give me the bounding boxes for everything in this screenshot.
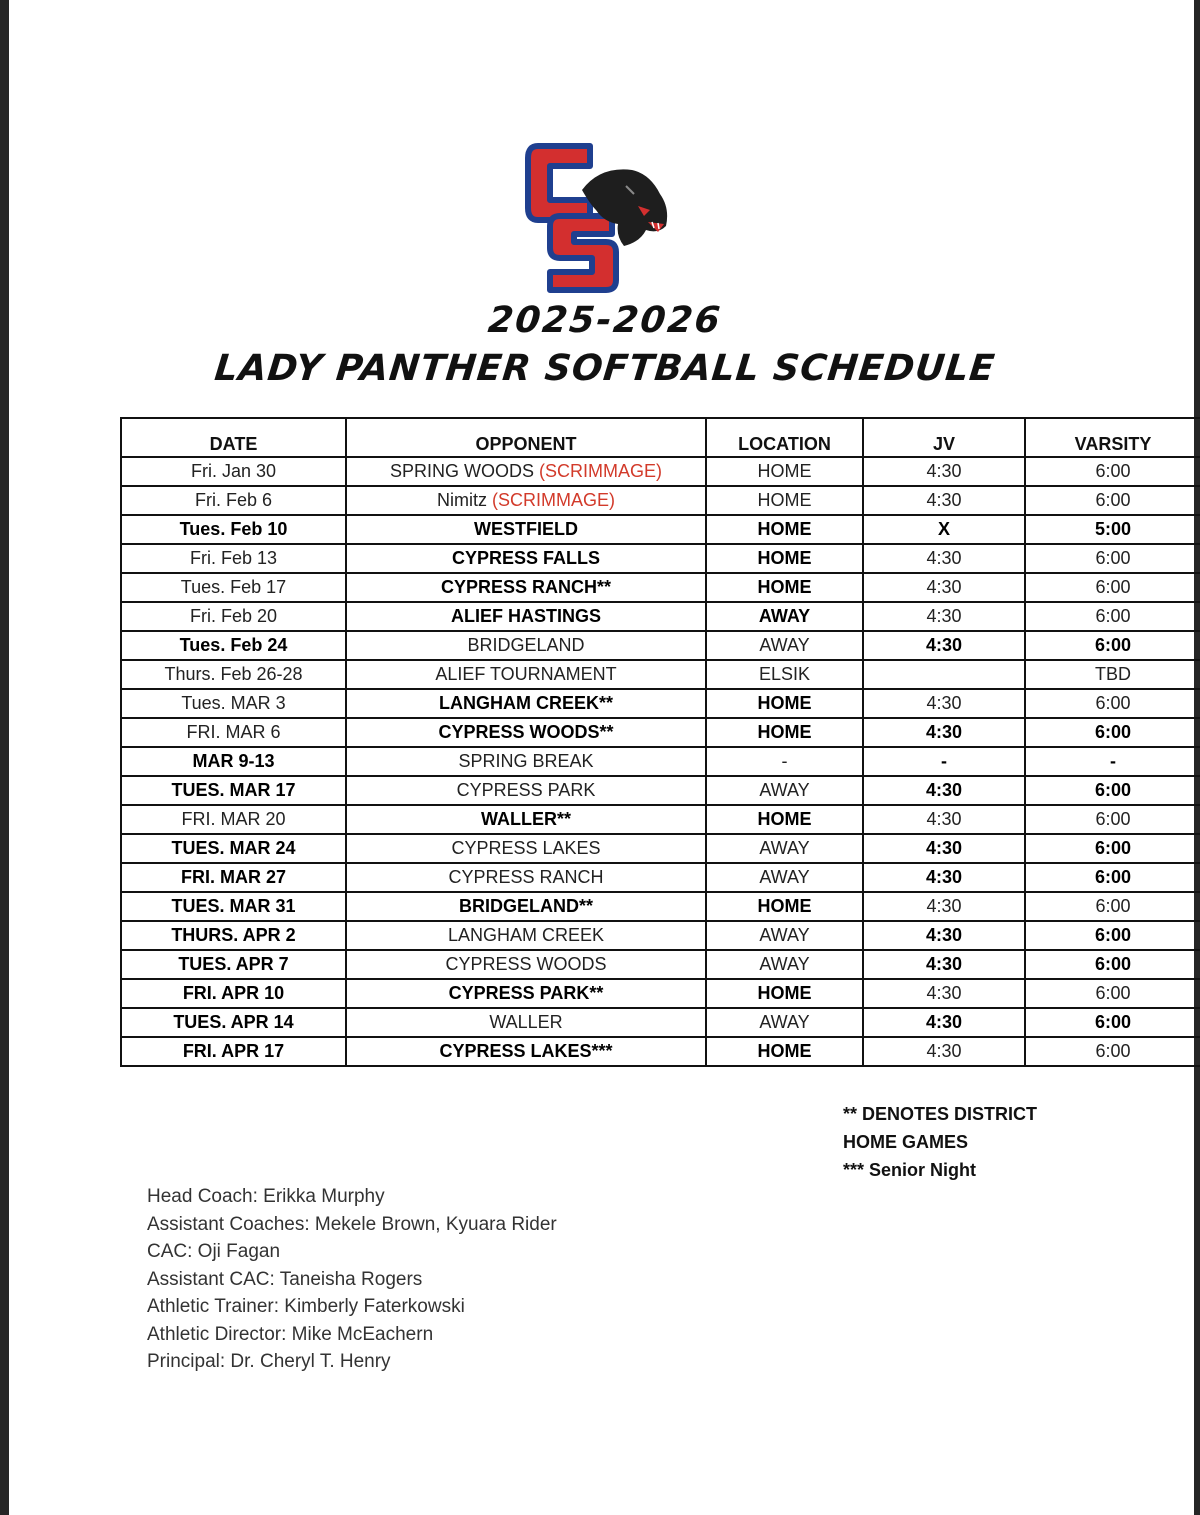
cell-varsity-text: 6:00 bbox=[1095, 693, 1131, 713]
staff-item: Head Coach: Erikka Murphy bbox=[147, 1186, 385, 1207]
cell-jv bbox=[863, 602, 1025, 631]
cell-jv-text: 4:30 bbox=[926, 809, 962, 829]
cell-varsity bbox=[1025, 979, 1200, 1008]
cell-location bbox=[706, 689, 863, 718]
cell-location bbox=[706, 892, 863, 921]
cell-jv bbox=[863, 573, 1025, 602]
schedule-table bbox=[120, 417, 1200, 1067]
cell-location-text: - bbox=[781, 751, 788, 771]
cell-jv-text: 4:30 bbox=[925, 722, 963, 742]
cell-date-text: Tues. Feb 10 bbox=[179, 519, 288, 539]
cell-location-text: HOME bbox=[757, 577, 812, 597]
scrimmage-note: (SCRIMMAGE) bbox=[492, 490, 615, 510]
cell-varsity bbox=[1025, 747, 1200, 776]
cell-varsity bbox=[1025, 776, 1200, 805]
cell-opponent-text: CYPRESS RANCH** bbox=[440, 577, 612, 597]
cell-jv bbox=[863, 863, 1025, 892]
cell-location-text: HOME bbox=[757, 548, 812, 568]
schedule-body bbox=[121, 457, 1200, 1066]
cell-date-text: FRI. APR 17 bbox=[182, 1041, 285, 1061]
cell-date-text: Tues. Feb 17 bbox=[180, 577, 287, 597]
cell-jv bbox=[863, 950, 1025, 979]
cell-jv-text: 4:30 bbox=[925, 1012, 963, 1032]
cell-opponent bbox=[346, 515, 706, 544]
cell-location bbox=[706, 863, 863, 892]
cell-date bbox=[121, 805, 346, 834]
cell-date bbox=[121, 747, 346, 776]
cell-location bbox=[706, 921, 863, 950]
cell-location bbox=[706, 1008, 863, 1037]
cell-opponent-text: ALIEF TOURNAMENT bbox=[435, 664, 617, 684]
cell-varsity-text: 6:00 bbox=[1095, 896, 1131, 916]
cell-varsity bbox=[1025, 457, 1200, 486]
cell-date-text: TUES. MAR 24 bbox=[171, 838, 296, 858]
cell-date bbox=[121, 544, 346, 573]
cell-jv bbox=[863, 689, 1025, 718]
cell-varsity-text: 6:00 bbox=[1094, 925, 1132, 945]
cell-opponent-text: BRIDGELAND** bbox=[458, 896, 593, 916]
cell-location-text: HOME bbox=[757, 1041, 812, 1061]
cell-jv-text: 4:30 bbox=[926, 490, 962, 510]
cell-opponent bbox=[346, 747, 706, 776]
cell-jv-text: 4:30 bbox=[926, 461, 962, 481]
cell-date-text: Fri. Feb 20 bbox=[189, 606, 278, 626]
cell-jv-text: 4:30 bbox=[926, 693, 962, 713]
cell-date bbox=[121, 834, 346, 863]
cell-opponent bbox=[346, 573, 706, 602]
cell-varsity bbox=[1025, 544, 1200, 573]
cell-varsity-text: 6:00 bbox=[1095, 606, 1131, 626]
cell-opponent bbox=[346, 1037, 706, 1066]
cell-varsity-text: 6:00 bbox=[1095, 548, 1131, 568]
cell-opponent bbox=[346, 602, 706, 631]
cell-opponent-text: WALLER** bbox=[481, 809, 571, 829]
staff-item: CAC: Oji Fagan bbox=[147, 1241, 281, 1262]
cell-varsity-text: 6:00 bbox=[1094, 722, 1132, 742]
cell-date bbox=[121, 921, 346, 950]
table-row bbox=[121, 631, 1200, 660]
cell-jv-text: 4:30 bbox=[926, 896, 962, 916]
cell-jv-text: 4:30 bbox=[926, 1041, 962, 1061]
cell-varsity-text: 6:00 bbox=[1095, 461, 1131, 481]
cell-opponent-text: CYPRESS WOODS** bbox=[438, 722, 614, 742]
cell-jv bbox=[863, 921, 1025, 950]
cell-opponent bbox=[346, 718, 706, 747]
cell-jv-text: 4:30 bbox=[925, 838, 963, 858]
table-row bbox=[121, 1037, 1200, 1066]
cell-date bbox=[121, 515, 346, 544]
table-row bbox=[121, 805, 1200, 834]
cell-date bbox=[121, 979, 346, 1008]
cell-varsity bbox=[1025, 950, 1200, 979]
cell-varsity-text: 6:00 bbox=[1094, 867, 1132, 887]
cell-opponent-text: SPRING WOODS bbox=[389, 461, 534, 481]
cs-panther-logo bbox=[520, 138, 680, 298]
cell-varsity-text: - bbox=[1110, 751, 1116, 771]
cell-jv bbox=[863, 515, 1025, 544]
cell-date-text: FRI. MAR 20 bbox=[181, 809, 286, 829]
cell-location-text: ELSIK bbox=[758, 664, 811, 684]
cell-date bbox=[121, 457, 346, 486]
scrimmage-note: (SCRIMMAGE) bbox=[539, 461, 663, 481]
cell-date-text: TUES. MAR 17 bbox=[171, 780, 296, 800]
cell-location-text: AWAY bbox=[759, 954, 810, 974]
table-row bbox=[121, 602, 1200, 631]
cell-location bbox=[706, 1037, 863, 1066]
cell-date bbox=[121, 486, 346, 515]
legend-senior-night: *** Senior Night bbox=[843, 1160, 977, 1180]
cell-date-text: Tues. MAR 3 bbox=[181, 693, 286, 713]
staff-item: Athletic Trainer: Kimberly Faterkowski bbox=[147, 1296, 465, 1317]
cell-location-text: HOME bbox=[757, 490, 812, 510]
staff-list bbox=[147, 1183, 557, 1376]
cell-date bbox=[121, 1037, 346, 1066]
cell-varsity bbox=[1025, 892, 1200, 921]
cell-date bbox=[121, 573, 346, 602]
cell-varsity-text: 6:00 bbox=[1094, 954, 1132, 974]
staff-item: Assistant CAC: Taneisha Rogers bbox=[147, 1268, 423, 1290]
cell-date-text: THURS. APR 2 bbox=[171, 925, 296, 945]
cell-jv-text: 4:30 bbox=[925, 925, 963, 945]
cell-jv bbox=[863, 805, 1025, 834]
cell-date bbox=[121, 602, 346, 631]
cell-jv bbox=[863, 892, 1025, 921]
staff-item: Principal: Dr. Cheryl T. Henry bbox=[147, 1351, 391, 1372]
cell-date-text: FRI. APR 10 bbox=[182, 983, 285, 1003]
cell-location bbox=[706, 747, 863, 776]
table-row bbox=[121, 892, 1200, 921]
cell-jv-text: 4:30 bbox=[926, 983, 962, 1003]
cell-location-text: HOME bbox=[757, 722, 812, 742]
cell-varsity bbox=[1025, 1008, 1200, 1037]
cell-opponent-text: CYPRESS RANCH bbox=[448, 867, 604, 887]
cell-location-text: AWAY bbox=[759, 780, 810, 800]
cell-opponent-text: LANGHAM CREEK bbox=[447, 925, 605, 945]
cell-opponent-text: LANGHAM CREEK** bbox=[438, 693, 613, 713]
cell-jv-text: 4:30 bbox=[925, 867, 963, 887]
table-row bbox=[121, 486, 1200, 515]
column-header-location: LOCATION bbox=[706, 418, 863, 457]
cell-location-text: HOME bbox=[757, 809, 812, 829]
cell-opponent bbox=[346, 457, 706, 486]
cell-varsity bbox=[1025, 834, 1200, 863]
cell-date bbox=[121, 660, 346, 689]
cell-jv bbox=[863, 776, 1025, 805]
cell-date-text: TUES. APR 14 bbox=[173, 1012, 294, 1032]
cell-opponent bbox=[346, 689, 706, 718]
cell-jv-text: 4:30 bbox=[925, 635, 963, 655]
cell-varsity-text: 6:00 bbox=[1095, 490, 1131, 510]
cell-opponent bbox=[346, 544, 706, 573]
cell-date bbox=[121, 776, 346, 805]
cell-date bbox=[121, 631, 346, 660]
cell-varsity-text: 6:00 bbox=[1095, 577, 1131, 597]
cell-location-text: AWAY bbox=[758, 606, 811, 626]
table-row bbox=[121, 747, 1200, 776]
cell-opponent bbox=[346, 979, 706, 1008]
cell-opponent bbox=[346, 776, 706, 805]
cell-jv-text: 4:30 bbox=[925, 954, 963, 974]
season-title: 2025-2026 bbox=[486, 300, 724, 341]
cell-jv bbox=[863, 1008, 1025, 1037]
cell-location bbox=[706, 602, 863, 631]
cell-jv-text: 4:30 bbox=[926, 577, 962, 597]
cell-jv bbox=[863, 1037, 1025, 1066]
left-border bbox=[0, 0, 9, 1515]
cell-location bbox=[706, 834, 863, 863]
cell-location bbox=[706, 457, 863, 486]
cell-opponent-text: WESTFIELD bbox=[474, 519, 578, 539]
cell-opponent-text: BRIDGELAND bbox=[467, 635, 585, 655]
cell-location-text: HOME bbox=[757, 461, 812, 481]
cell-location-text: AWAY bbox=[759, 635, 810, 655]
cell-varsity bbox=[1025, 602, 1200, 631]
cell-location bbox=[706, 979, 863, 1008]
cell-opponent bbox=[346, 921, 706, 950]
cell-opponent-text: WALLER bbox=[489, 1012, 563, 1032]
table-row bbox=[121, 457, 1200, 486]
cell-opponent bbox=[346, 863, 706, 892]
cell-opponent bbox=[346, 1008, 706, 1037]
cell-opponent bbox=[346, 486, 706, 515]
page-title: LADY PANTHER SOFTBALL SCHEDULE bbox=[212, 348, 998, 389]
cell-opponent bbox=[346, 892, 706, 921]
table-row bbox=[121, 863, 1200, 892]
cell-varsity-text: TBD bbox=[1095, 664, 1131, 684]
table-row bbox=[121, 515, 1200, 544]
cell-location bbox=[706, 544, 863, 573]
cell-location bbox=[706, 631, 863, 660]
table-row bbox=[121, 1008, 1200, 1037]
legend bbox=[843, 1100, 1037, 1184]
cell-location-text: HOME bbox=[757, 983, 812, 1003]
cell-location bbox=[706, 486, 863, 515]
table-row bbox=[121, 950, 1200, 979]
cell-jv-text: - bbox=[941, 751, 947, 771]
cell-varsity-text: 6:00 bbox=[1095, 983, 1131, 1003]
table-row bbox=[121, 718, 1200, 747]
cell-varsity-text: 6:00 bbox=[1094, 780, 1132, 800]
cell-date-text: FRI. MAR 6 bbox=[186, 722, 281, 742]
cell-opponent bbox=[346, 805, 706, 834]
cell-location bbox=[706, 573, 863, 602]
cell-opponent-text: CYPRESS PARK bbox=[456, 780, 596, 800]
column-header-opponent: OPPONENT bbox=[346, 418, 706, 457]
legend-district: ** DENOTES DISTRICT bbox=[843, 1104, 1038, 1124]
cell-date-text: TUES. MAR 31 bbox=[171, 896, 296, 916]
logo-c-letter bbox=[528, 146, 590, 220]
cell-date bbox=[121, 892, 346, 921]
cell-jv-text: X bbox=[937, 519, 950, 539]
cell-jv bbox=[863, 486, 1025, 515]
cell-location bbox=[706, 805, 863, 834]
cell-jv bbox=[863, 631, 1025, 660]
cell-date-text: Tues. Feb 24 bbox=[179, 635, 288, 655]
cell-jv bbox=[863, 718, 1025, 747]
table-row bbox=[121, 573, 1200, 602]
cell-varsity bbox=[1025, 631, 1200, 660]
table-row bbox=[121, 834, 1200, 863]
cell-varsity bbox=[1025, 921, 1200, 950]
cell-date-text: Fri. Feb 6 bbox=[194, 490, 273, 510]
cell-date-text: Fri. Jan 30 bbox=[190, 461, 277, 481]
cell-jv bbox=[863, 747, 1025, 776]
cell-varsity-text: 6:00 bbox=[1094, 838, 1132, 858]
cell-varsity bbox=[1025, 689, 1200, 718]
logo-s-letter bbox=[550, 216, 616, 290]
cell-jv bbox=[863, 457, 1025, 486]
column-header-jv: JV bbox=[863, 418, 1025, 457]
staff-item: Assistant Coaches: Mekele Brown, Kyuara Rider bbox=[147, 1213, 557, 1235]
cell-opponent bbox=[346, 631, 706, 660]
legend-home-games: HOME GAMES bbox=[843, 1132, 969, 1152]
staff-item: Athletic Director: Mike McEachern bbox=[147, 1323, 434, 1345]
cell-opponent-text: SPRING BREAK bbox=[458, 751, 594, 771]
cell-varsity bbox=[1025, 1037, 1200, 1066]
cell-jv bbox=[863, 834, 1025, 863]
cell-jv bbox=[863, 979, 1025, 1008]
cell-date-text: Thurs. Feb 26-28 bbox=[164, 664, 303, 684]
cell-location bbox=[706, 515, 863, 544]
cell-date-text: TUES. APR 7 bbox=[178, 954, 289, 974]
cell-opponent-text: CYPRESS LAKES*** bbox=[439, 1041, 613, 1061]
cell-location-text: AWAY bbox=[759, 1012, 810, 1032]
cell-jv-text: 4:30 bbox=[925, 780, 963, 800]
cell-opponent-text: CYPRESS LAKES bbox=[451, 838, 601, 858]
cell-varsity bbox=[1025, 515, 1200, 544]
table-row bbox=[121, 776, 1200, 805]
table-row bbox=[121, 689, 1200, 718]
cell-varsity-text: 6:00 bbox=[1095, 809, 1131, 829]
cell-location bbox=[706, 950, 863, 979]
column-header-varsity: VARSITY bbox=[1025, 418, 1200, 457]
cell-opponent-text: ALIEF HASTINGS bbox=[450, 606, 601, 626]
cell-location-text: AWAY bbox=[759, 925, 810, 945]
cell-date bbox=[121, 863, 346, 892]
cell-date bbox=[121, 950, 346, 979]
cell-opponent-text: Nimitz bbox=[436, 490, 487, 510]
cell-varsity bbox=[1025, 573, 1200, 602]
cell-date-text: FRI. MAR 27 bbox=[180, 867, 286, 887]
cell-date bbox=[121, 689, 346, 718]
table-row bbox=[121, 660, 1200, 689]
cell-date-text: Fri. Feb 13 bbox=[189, 548, 278, 568]
cell-varsity-text: 6:00 bbox=[1094, 635, 1132, 655]
cell-varsity bbox=[1025, 718, 1200, 747]
cell-opponent-text: CYPRESS FALLS bbox=[451, 548, 601, 568]
cell-location bbox=[706, 718, 863, 747]
cell-location-text: AWAY bbox=[759, 838, 810, 858]
cell-location-text: HOME bbox=[757, 519, 812, 539]
cell-varsity bbox=[1025, 660, 1200, 689]
cell-date bbox=[121, 718, 346, 747]
cell-opponent-text: CYPRESS PARK** bbox=[448, 983, 604, 1003]
cell-opponent bbox=[346, 950, 706, 979]
table-row bbox=[121, 979, 1200, 1008]
cell-date-text: MAR 9-13 bbox=[192, 751, 275, 771]
cell-jv bbox=[863, 660, 1025, 689]
table-header-row bbox=[121, 418, 1200, 457]
cell-location-text: AWAY bbox=[759, 867, 810, 887]
cell-location-text: HOME bbox=[757, 896, 812, 916]
cell-varsity bbox=[1025, 486, 1200, 515]
column-header-date: DATE bbox=[121, 418, 346, 457]
cell-jv bbox=[863, 544, 1025, 573]
cell-varsity-text: 6:00 bbox=[1094, 1012, 1132, 1032]
cell-date bbox=[121, 1008, 346, 1037]
cell-varsity-text: 5:00 bbox=[1094, 519, 1132, 539]
cell-jv-text: 4:30 bbox=[926, 606, 962, 626]
table-row bbox=[121, 544, 1200, 573]
cell-varsity-text: 6:00 bbox=[1095, 1041, 1131, 1061]
table-row bbox=[121, 921, 1200, 950]
cell-jv-text: 4:30 bbox=[926, 548, 962, 568]
cell-location bbox=[706, 776, 863, 805]
cell-varsity bbox=[1025, 863, 1200, 892]
cell-opponent bbox=[346, 834, 706, 863]
cell-location bbox=[706, 660, 863, 689]
cell-location-text: HOME bbox=[757, 693, 812, 713]
cell-opponent-text: CYPRESS WOODS bbox=[445, 954, 607, 974]
cell-varsity bbox=[1025, 805, 1200, 834]
cell-opponent bbox=[346, 660, 706, 689]
